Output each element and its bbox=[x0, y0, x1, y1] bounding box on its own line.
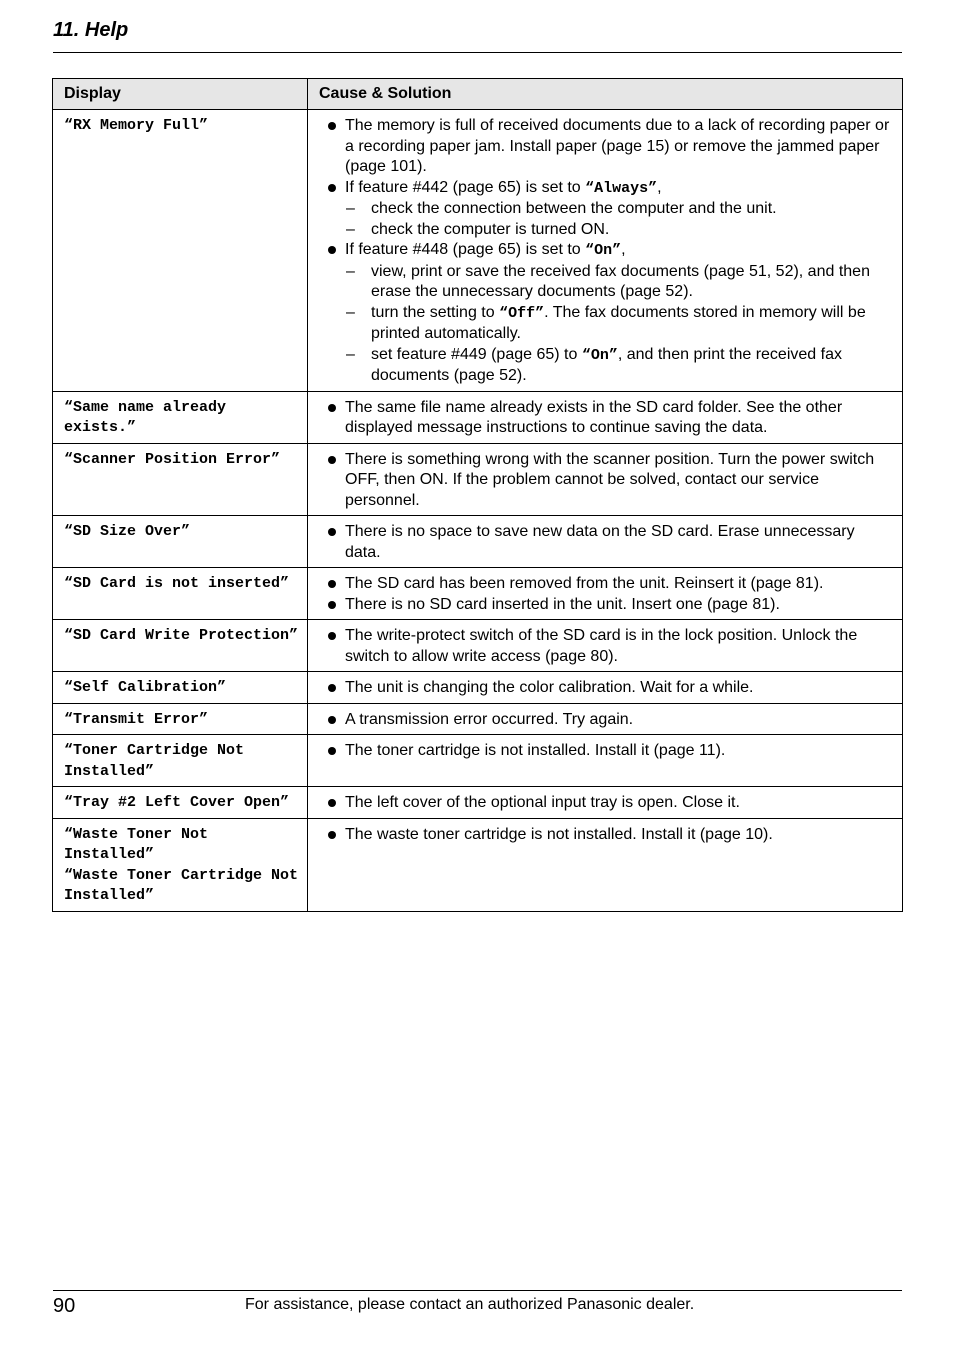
table-row bbox=[53, 568, 903, 620]
display-message: “SD Card is not inserted” bbox=[64, 575, 290, 592]
item-text: If feature #442 (page 65) is set to bbox=[345, 178, 586, 196]
table-row bbox=[53, 620, 903, 672]
item-text: The memory is full of received documents due to a lack of recording paper or a recording paper jam. Install paper (page 15) or remove the jammed paper (page 101). bbox=[345, 117, 890, 175]
item-text: The SD card has been removed from the unit. Reinsert it (page 81). bbox=[345, 575, 824, 592]
display-message-cell bbox=[53, 568, 308, 620]
item-text: . The fax documents stored in memory will be printed automatically. bbox=[371, 303, 866, 342]
footer-rule bbox=[53, 1290, 902, 1291]
item-text: view, print or save the received fax documents (page 51, 52), and then erase the unnecessary documents (page 52). bbox=[371, 262, 870, 300]
bullet-item bbox=[327, 574, 890, 595]
cause-solution-cell bbox=[308, 443, 903, 516]
bullet-item bbox=[327, 116, 890, 178]
display-message: “Toner Cartridge Not Installed” bbox=[64, 742, 254, 780]
page-number: 90 bbox=[53, 1295, 76, 1317]
cause-solution-cell bbox=[308, 735, 903, 787]
bullet-item bbox=[327, 522, 890, 563]
item-text: The toner cartridge is not installed. Install it (page 11). bbox=[345, 742, 726, 759]
display-message: “Scanner Position Error” bbox=[64, 450, 281, 468]
sub-item bbox=[327, 220, 890, 241]
cause-solution-cell bbox=[308, 672, 903, 704]
table-row bbox=[53, 787, 903, 819]
cause-solution-cell bbox=[308, 110, 903, 392]
display-message-cell bbox=[53, 703, 308, 735]
item-text: check the connection between the computer and the unit. bbox=[371, 200, 777, 217]
display-message: “SD Card Write Protection” bbox=[64, 627, 299, 644]
display-message-cell bbox=[53, 110, 308, 392]
cause-solution-cell bbox=[308, 620, 903, 672]
setting-value: “On” bbox=[585, 242, 622, 259]
item-text: set feature #449 (page 65) to bbox=[371, 345, 582, 363]
display-message-cell bbox=[53, 818, 308, 911]
bullet-item bbox=[327, 793, 890, 814]
item-text: The unit is changing the color calibration. Wait for a while. bbox=[345, 679, 754, 696]
table-row bbox=[53, 735, 903, 787]
sub-item bbox=[327, 303, 890, 345]
sub-item bbox=[327, 262, 890, 303]
cause-solution-cell bbox=[308, 568, 903, 620]
column-header-cause-solution: Cause & Solution bbox=[308, 79, 903, 110]
item-text: There is no SD card inserted in the unit. Insert one (page 81). bbox=[345, 595, 780, 613]
table-row bbox=[53, 818, 903, 911]
item-text: If feature #448 (page 65) is set to bbox=[345, 241, 586, 258]
sub-item bbox=[327, 199, 890, 220]
item-text: check the computer is turned ON. bbox=[371, 220, 610, 238]
item-text: A transmission error occurred. Try again. bbox=[345, 710, 634, 728]
bullet-item bbox=[327, 741, 890, 762]
display-message-cell bbox=[53, 620, 308, 672]
item-text: There is something wrong with the scanner position. Turn the power switch OFF, then ON. If the problem cannot be solved, contact our service personnel. bbox=[345, 450, 875, 509]
header-rule bbox=[53, 52, 902, 53]
display-message-cell bbox=[53, 672, 308, 704]
setting-value: “Off” bbox=[499, 304, 545, 322]
table-header-row bbox=[53, 79, 903, 110]
cause-solution-cell bbox=[308, 391, 903, 443]
display-message: “Tray #2 Left Cover Open” bbox=[64, 794, 290, 811]
bullet-item bbox=[327, 240, 890, 262]
display-message-cell bbox=[53, 443, 308, 516]
table-body bbox=[53, 110, 903, 912]
section-title: 11. Help bbox=[53, 19, 129, 41]
item-text: The write-protect switch of the SD card is in the lock position. Unlock the switch to allow write access (page 80). bbox=[345, 627, 858, 665]
bullet-item bbox=[327, 626, 890, 667]
table-row bbox=[53, 672, 903, 704]
table-row bbox=[53, 110, 903, 392]
cause-solution-cell bbox=[308, 703, 903, 735]
item-text: There is no space to save new data on the SD card. Erase unnecessary data. bbox=[345, 523, 855, 561]
item-text: The same file name already exists in the SD card folder. See the other displayed message instructions to continue saving the data. bbox=[345, 398, 843, 436]
display-message: “Waste Toner Cartridge Not Installed” bbox=[64, 866, 308, 904]
item-text: turn the setting to bbox=[371, 303, 500, 321]
bullet-item bbox=[327, 178, 890, 200]
display-message: “Same name already exists.” bbox=[64, 398, 236, 436]
display-message-cell bbox=[53, 787, 308, 819]
bullet-item bbox=[327, 710, 890, 731]
column-header-display: Display bbox=[53, 79, 308, 110]
table-row bbox=[53, 391, 903, 443]
setting-value: “Always” bbox=[585, 179, 658, 197]
cause-solution-cell bbox=[308, 818, 903, 911]
display-message: “Waste Toner Not Installed” bbox=[64, 825, 218, 863]
display-message-cell bbox=[53, 516, 308, 568]
footer-note: For assistance, please contact an authorized Panasonic dealer. bbox=[245, 1296, 695, 1313]
setting-value: “On” bbox=[581, 346, 618, 364]
item-text: , bbox=[657, 178, 662, 196]
table-row bbox=[53, 516, 903, 568]
display-message-cell bbox=[53, 391, 308, 443]
bullet-item bbox=[327, 825, 890, 846]
troubleshooting-table bbox=[52, 78, 903, 912]
cause-solution-cell bbox=[308, 516, 903, 568]
display-message: “RX Memory Full” bbox=[64, 117, 209, 134]
display-message: “Transmit Error” bbox=[64, 710, 209, 728]
table-row bbox=[53, 443, 903, 516]
display-message: “SD Size Over” bbox=[64, 523, 191, 540]
bullet-item bbox=[327, 678, 890, 699]
cause-solution-cell bbox=[308, 787, 903, 819]
display-message: “Self Calibration” bbox=[64, 679, 227, 696]
bullet-item bbox=[327, 595, 890, 616]
bullet-item bbox=[327, 398, 890, 439]
bullet-item bbox=[327, 450, 890, 512]
sub-item bbox=[327, 345, 890, 387]
item-text: , and then print the received fax documents (page 52). bbox=[371, 345, 842, 384]
item-text: The left cover of the optional input tray is open. Close it. bbox=[345, 794, 740, 811]
display-message-cell bbox=[53, 735, 308, 787]
item-text: , bbox=[621, 241, 626, 258]
item-text: The waste toner cartridge is not installed. Install it (page 10). bbox=[345, 825, 773, 843]
table-row bbox=[53, 703, 903, 735]
